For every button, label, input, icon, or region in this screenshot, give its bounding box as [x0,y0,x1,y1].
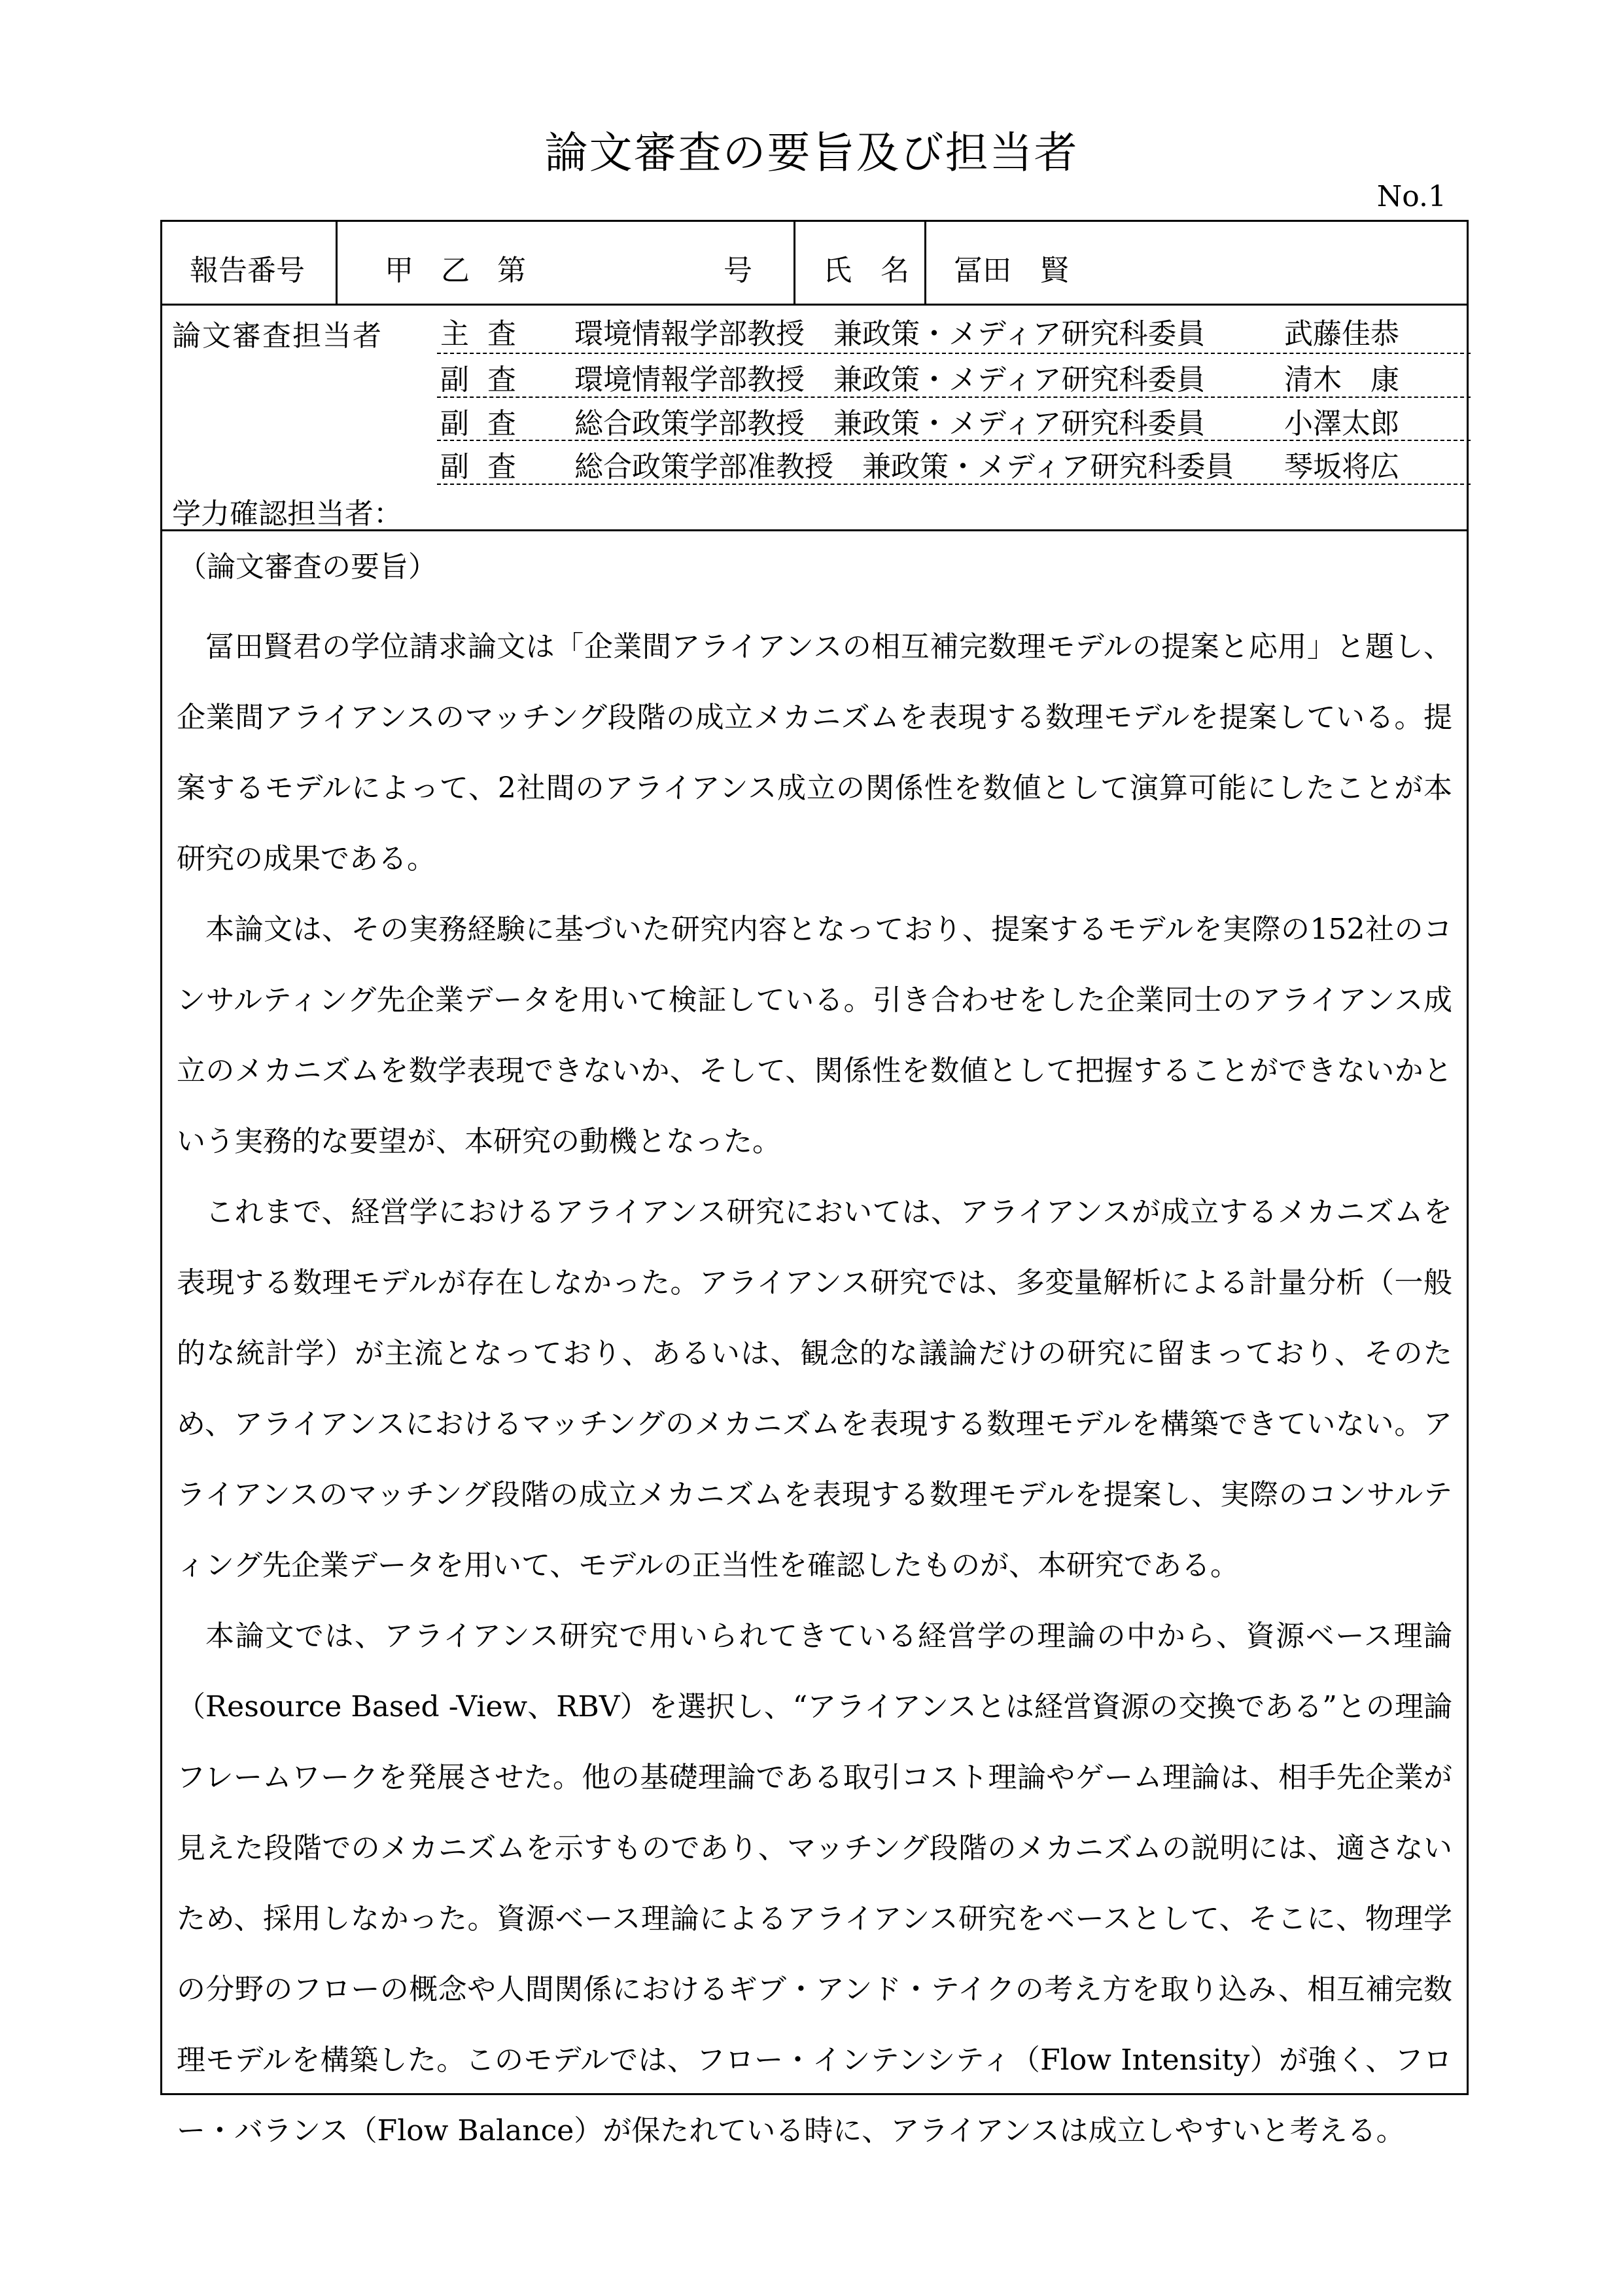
dashed-divider [437,353,1471,354]
academic-check-label: 学力確認担当者： [172,497,402,531]
examiner-row [440,310,1623,349]
divider [924,222,926,304]
examiners-label: 論文審査担当者 [172,319,383,353]
examiner-position: 環境情報学部教授 兼政策・メディア研究科委員 [574,317,1206,351]
dashed-divider [437,397,1471,398]
divider [162,529,1467,531]
document-title: 論文審査の要旨及び担当者 [544,128,1079,178]
name-label: 氏 名 [823,254,909,287]
examiner-position: 環境情報学部教授 兼政策・メディア研究科委員 [574,363,1206,397]
examiner-row [440,443,1623,482]
summary-paragraph: 本論文は、その実務経験に基づいた研究内容となっており、提案するモデルを実際の152社のコンサルティング先企業データを用いて検証している。引き合わせをした企業同士のアライアンス成立のメカニズムを数学表現できないか、そして、関係性を数値として把握することができないかという実務的な要望が、本研究の動機となった。 [177,913,1452,1158]
divider [162,304,1467,306]
examiner-row [440,356,1623,395]
divider [794,222,795,304]
summary-heading: （論文審査の要旨） [178,550,437,584]
summary-body [177,612,1452,2166]
report-number-value: 甲 乙 第 号 [385,254,761,287]
examiner-role: 主査 [440,317,534,351]
examiner-name: 琴坂将広 [1284,450,1399,484]
report-number-label: 報告番号 [190,254,305,287]
divider [336,222,338,304]
examiner-role: 副査 [440,407,534,440]
summary-paragraph: 本論文では、アライアンス研究で用いられてきている経営学の理論の中から、資源ベース理論（Resource Based -View、RBV）を選択し、“アライアンスとは経営資源の交換である”との理論フレームワークを発展させた。他の基礎理論である取引コスト理論やゲーム理論は、相手先企業が見えた段階でのメカニズムを示すものであり、マッチング段階のメカニズムの説明には、適さないため、採用しなかった。資源ベース理論によるアライアンス研究をベースとして、そこに、物理学の分野のフローの概念や人間関係におけるギブ・アンド・テイクの考え方を取り込み、相互補完数理モデルを構築した。このモデルでは、フロー・インテンシティ（Flow Intensity）が強く、フロー・バランス（Flow Balance）が保たれている時に、アライアンスは成立しやすいと考える。 [177,1619,1452,2147]
summary-paragraph: これまで、経営学におけるアライアンス研究においては、アライアンスが成立するメカニズムを表現する数理モデルが存在しなかった。アライアンス研究では、多変量解析による計量分析（一般的な統計学）が主流となっており、あるいは、観念的な議論だけの研究に留まっており、そのため、アライアンスにおけるマッチングのメカニズムを表現する数理モデルを構築できていない。アライアンスのマッチング段階の成立メカニズムを表現する数理モデルを提案し、実際のコンサルティング先企業データを用いて、モデルの正当性を確認したものが、本研究である。 [177,1195,1452,1582]
examiner-name: 武藤佳恭 [1284,317,1399,351]
examiner-name: 清木 康 [1284,363,1399,397]
candidate-name: 冨田 賢 [954,254,1069,287]
examiner-role: 副査 [440,363,534,397]
summary-paragraph: 冨田賢君の学位請求論文は「企業間アライアンスの相互補完数理モデルの提案と応用」と題し、企業間アライアンスのマッチング段階の成立メカニズムを表現する数理モデルを提案している。提案するモデルによって、2社間のアライアンス成立の関係性を数値として演算可能にしたことが本研究の成果である。 [177,630,1452,875]
examiner-row [440,400,1623,439]
examiner-position: 総合政策学部准教授 兼政策・メディア研究科委員 [574,450,1234,484]
dashed-divider [437,440,1471,441]
page-number: No.1 [1376,180,1446,213]
examiner-name: 小澤太郎 [1284,407,1399,440]
examiner-role: 副査 [440,450,534,484]
dashed-divider [437,484,1471,485]
examiner-position: 総合政策学部教授 兼政策・メディア研究科委員 [574,407,1206,440]
